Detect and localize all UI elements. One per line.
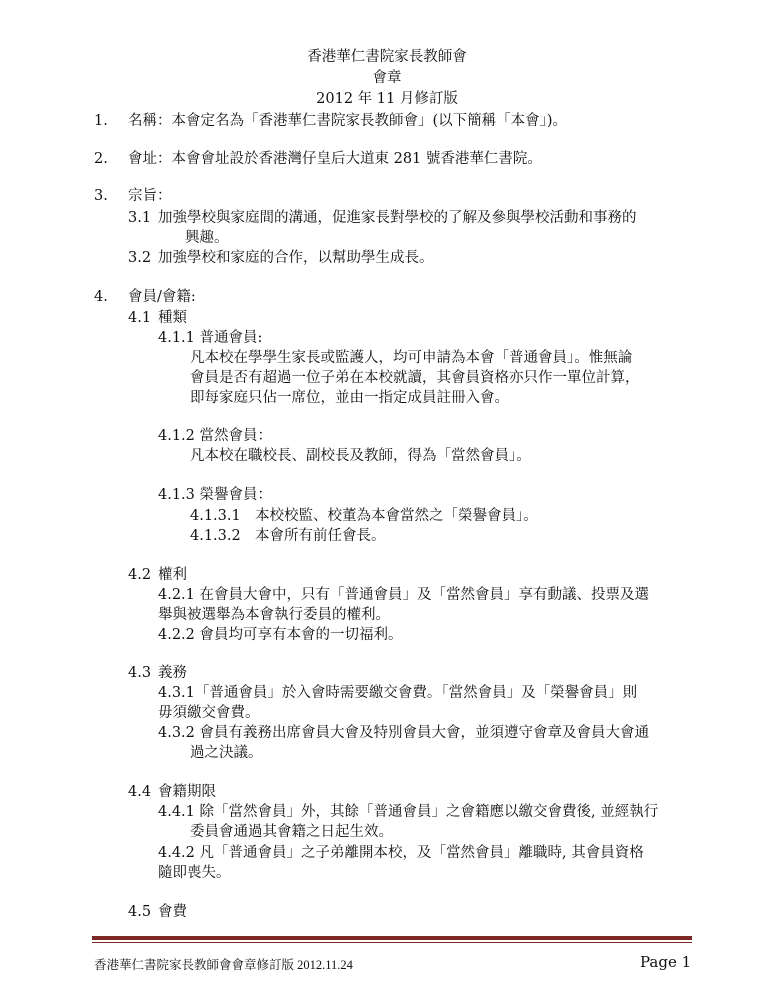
item-4-1-2-line-1: 凡本校在職校長、副校長及教師，得為「當然會員」。: [190, 448, 531, 464]
item-4-3-2-line-2: 過之決議。: [190, 745, 263, 761]
footer-doc-label: 香港華仁書院家長教師會會章修訂版 2012.11.24: [94, 958, 353, 972]
item-4-2-2-text: 4.2.2 會員均可享有本會的一切福利。: [158, 627, 403, 643]
version-label: 2012 年 11 月修訂版: [316, 91, 458, 107]
item-4-4-2-line-1: 4.4.2 凡「普通會員」之子弟離開本校，及「當然會員」離職時, 其會員資格: [158, 845, 644, 861]
item-4-1-3-heading: 4.1.3 榮譽會員：: [158, 487, 273, 503]
item-4-2-label: 權利: [158, 567, 187, 583]
item-4-4-1-line-1: 4.4.1 除「當然會員」外，其餘「普通會員」之會籍應以繳交會費後, 並經執行: [158, 804, 659, 820]
item-3-2-number: 3.2: [128, 250, 152, 266]
item-4-5-number: 4.5: [128, 904, 152, 920]
item-3-1-line-1: 加強學校與家庭間的溝通，促進家長對學校的了解及參與學校活動和事務的: [158, 210, 637, 226]
item-4-4-2-line-2: 隨即喪失。: [158, 865, 231, 881]
section-2-text: 會址：本會會址設於香港灣仔皇后大道東 281 號香港華仁書院。: [128, 151, 542, 167]
footer-rule: [92, 936, 692, 940]
item-3-2-text: 加強學校和家庭的合作，以幫助學生成長。: [158, 250, 434, 266]
item-4-3-1-line-1: 4.3.1「普通會員」於入會時需要繳交會費。「當然會員」及「榮譽會員」則: [158, 685, 638, 701]
item-4-1-3-1-text: 本校校監、校董為本會當然之「榮譽會員」。: [255, 508, 538, 524]
item-4-1-3-2-text: 本會所有前任會長。: [255, 528, 386, 544]
item-4-1-number: 4.1: [128, 310, 152, 326]
section-2-number: 2.: [94, 151, 108, 167]
item-4-1-1-line-2: 會員是否有超過一位子弟在本校就讀，其會員資格亦只作一單位計算，: [190, 370, 640, 386]
item-4-4-1-line-2: 委員會通過其會籍之日起生效。: [190, 824, 393, 840]
item-4-3-label: 義務: [158, 665, 187, 681]
item-4-4-number: 4.4: [128, 784, 152, 800]
item-4-5-label: 會費: [158, 904, 187, 920]
item-4-1-3-1-number: 4.1.3.1: [190, 508, 241, 524]
item-4-4-label: 會籍期限: [158, 784, 216, 800]
section-1-number: 1.: [94, 113, 108, 129]
item-4-1-1-heading: 4.1.1 普通會員:: [158, 330, 263, 346]
item-4-2-1-line-1: 4.2.1 在會員大會中，只有「普通會員」及「當然會員」享有動議、投票及選: [158, 587, 650, 603]
item-3-1-number: 3.1: [128, 210, 152, 226]
page-number: Page 1: [640, 953, 692, 971]
footer-rule-thin: [92, 942, 692, 943]
item-4-1-1-line-1: 凡本校在學學生家長或監護人，均可申請為本會「普通會員」。惟無論: [190, 350, 633, 366]
item-4-3-number: 4.3: [128, 665, 152, 681]
org-title: 香港華仁書院家長教師會: [307, 49, 467, 65]
doc-title: 會章: [372, 70, 402, 86]
item-4-1-2-heading: 4.1.2 當然會員：: [158, 428, 273, 444]
section-3-number: 3.: [94, 188, 108, 204]
item-4-2-number: 4.2: [128, 567, 152, 583]
section-3-heading: 宗旨：: [128, 188, 172, 204]
section-1-text: 名稱：本會定名為「香港華仁書院家長教師會」(以下簡稱「本會」)。: [128, 113, 568, 129]
item-4-1-1-line-3: 即每家庭只佔一席位，並由一指定成員註冊入會。: [190, 390, 509, 406]
item-4-1-label: 種類: [158, 310, 187, 326]
item-3-1-line-2: 興趣。: [185, 230, 229, 246]
item-4-1-3-2-number: 4.1.3.2: [190, 528, 241, 544]
item-4-3-2-line-1: 4.3.2 會員有義務出席會員大會及特別會員大會，並須遵守會章及會員大會通: [158, 725, 650, 741]
section-4-number: 4.: [94, 289, 108, 305]
item-4-3-1-line-2: 毋須繳交會費。: [158, 705, 260, 721]
section-4-heading: 會員/會籍:: [128, 289, 196, 305]
item-4-2-1-line-2: 舉與被選舉為本會執行委員的權利。: [158, 607, 390, 623]
